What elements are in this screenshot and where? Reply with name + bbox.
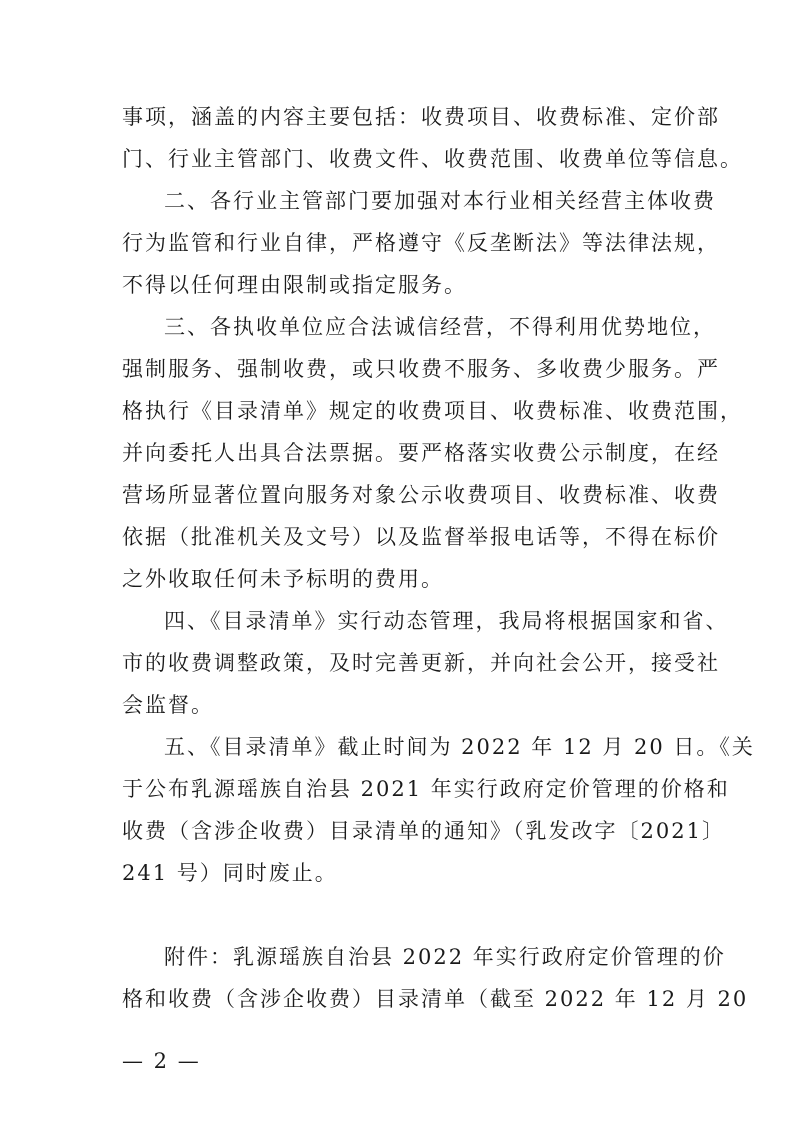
- section-two-heading-line: 二、各行业主管部门要加强对本行业相关经营主体收费: [164, 189, 716, 213]
- paragraph-line: 241 号）同时废止。: [122, 861, 338, 885]
- paragraph-line: 会监督。: [122, 693, 214, 717]
- attachment-line: 格和收费（含涉企收费）目录清单（截至 2022 年 12 月 20: [122, 987, 749, 1011]
- paragraph-line: 并向委托人出具合法票据。要严格落实收费公示制度，在经: [122, 441, 720, 465]
- paragraph-line: 依据（批准机关及文号）以及监督举报电话等，不得在标价: [122, 525, 720, 549]
- section-four-heading-line: 四、《目录清单》实行动态管理，我局将根据国家和省、: [164, 609, 729, 633]
- paragraph-line: 格执行《目录清单》规定的收费项目、收费标准、收费范围，: [122, 399, 743, 423]
- paragraph-line: 市的收费调整政策，及时完善更新，并向社会公开，接受社: [122, 651, 720, 675]
- attachment-line: 附件：乳源瑶族自治县 2022 年实行政府定价管理的价: [164, 945, 726, 969]
- page-number: — 2 —: [122, 1049, 201, 1073]
- section-three-heading-line: 三、各执收单位应合法诚信经营，不得利用优势地位，: [164, 315, 716, 339]
- paragraph-line: 行为监管和行业自律，严格遵守《反垄断法》等法律法规，: [122, 231, 720, 255]
- paragraph-line: 门、行业主管部门、收费文件、收费范围、收费单位等信息。: [122, 147, 743, 171]
- paragraph-line: 强制服务、强制收费，或只收费不服务、多收费少服务。严: [122, 357, 720, 381]
- section-five-heading-line: 五、《目录清单》截止时间为 2022 年 12 月 20 日。《关: [164, 735, 755, 759]
- paragraph-line: 收费（含涉企收费）目录清单的通知》（乳发改字〔2021〕: [122, 819, 725, 843]
- paragraph-line: 营场所显著位置向服务对象公示收费项目、收费标准、收费: [122, 483, 720, 507]
- paragraph-line: 于公布乳源瑶族自治县 2021 年实行政府定价管理的价格和: [122, 777, 730, 801]
- paragraph-line: 之外收取任何未予标明的费用。: [122, 567, 444, 591]
- paragraph-line: 事项，涵盖的内容主要包括：收费项目、收费标准、定价部: [122, 105, 720, 129]
- paragraph-line: 不得以任何理由限制或指定服务。: [122, 273, 467, 297]
